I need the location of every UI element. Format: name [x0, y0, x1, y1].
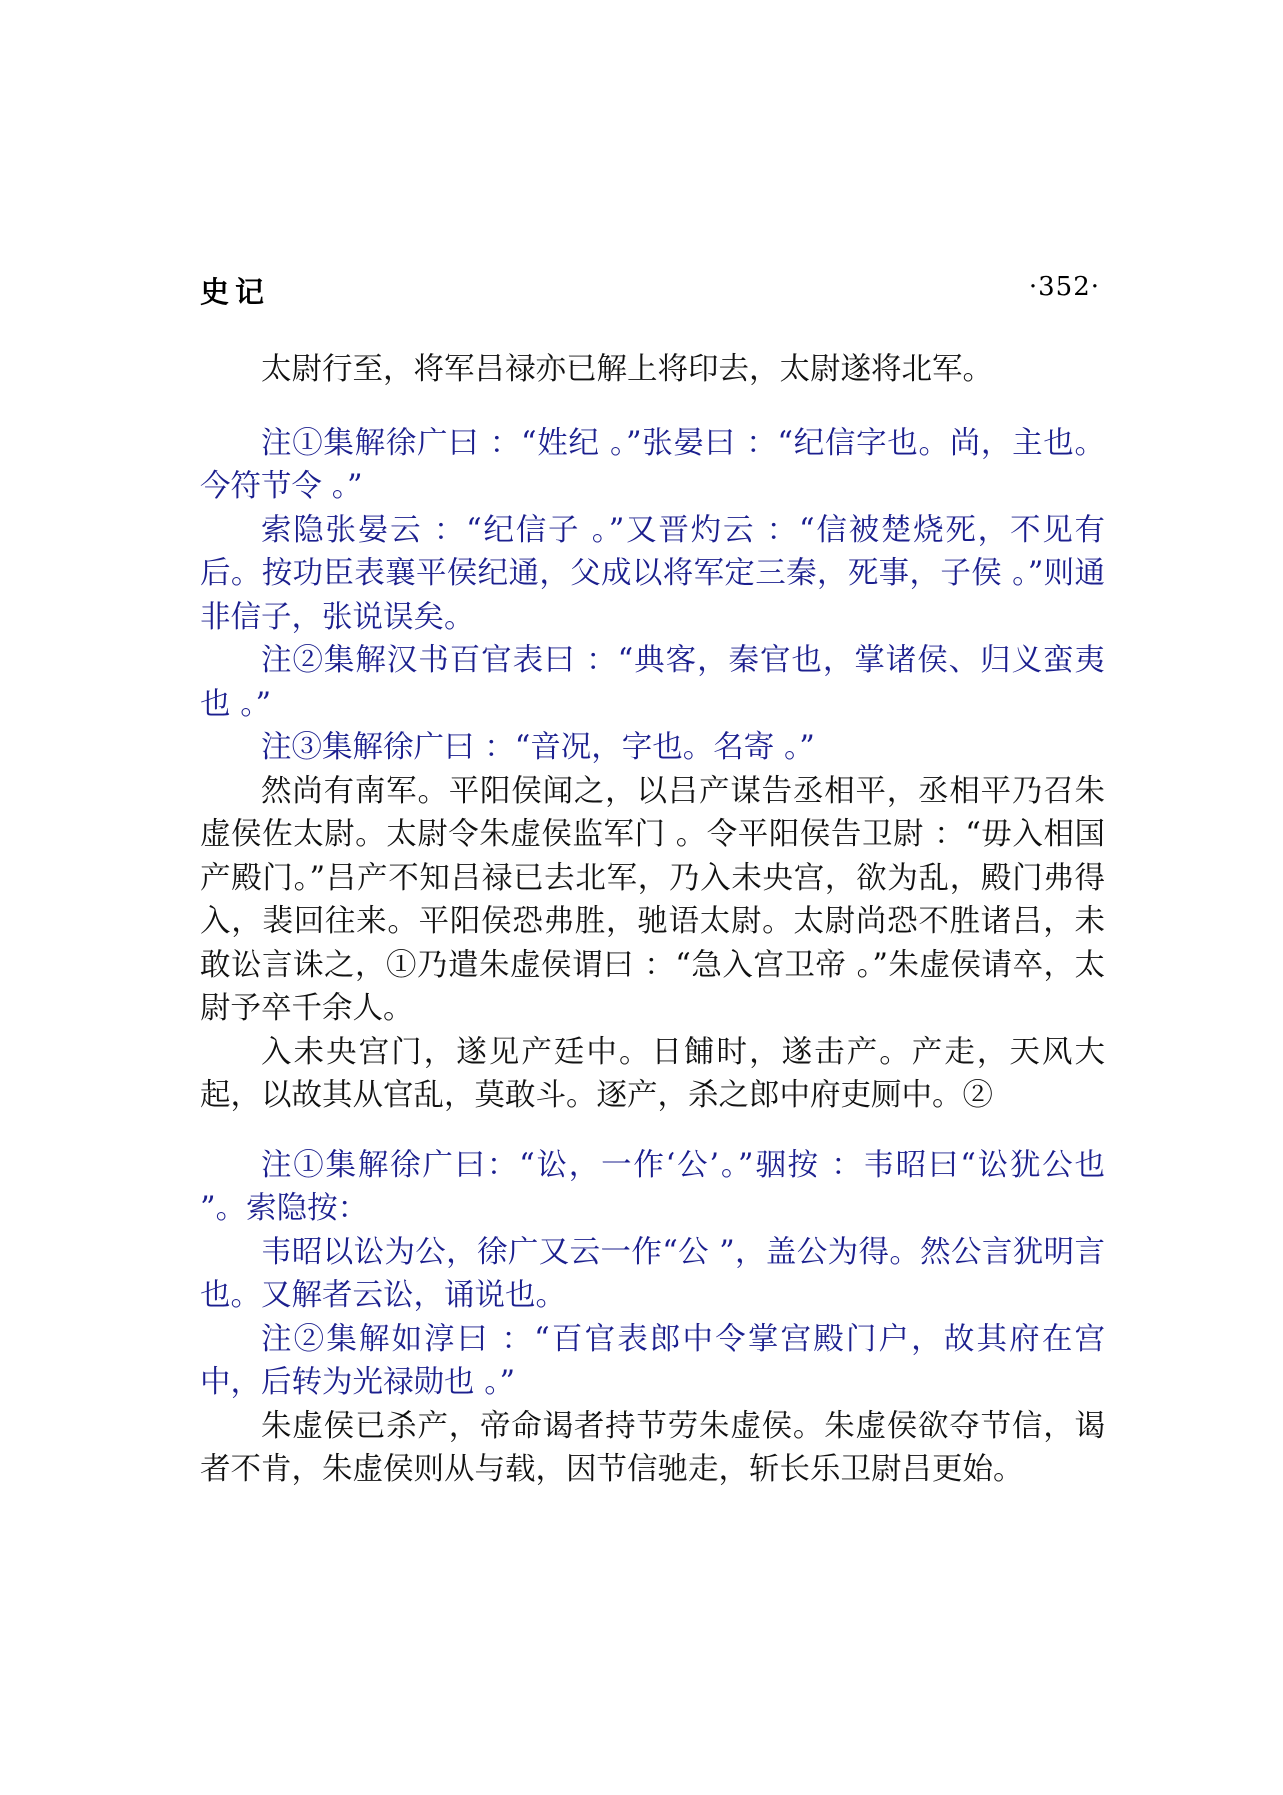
main-paragraph: 入未央宫门，遂见产廷中。日餔时，遂击产。产走，天风大起，以故其从官乱，莫敢斗。逐产，杀之郎中府吏厕中。② [200, 1034, 1105, 1113]
annotation-paragraph: 注②集解汉书百官表曰 ：“典客，秦官也，掌诸侯、归义蛮夷也 。” [200, 643, 1105, 722]
annotation-paragraph: 注②集解如淳曰 ：“百官表郎中令掌宫殿门户，故其府在宫中，后转为光禄勋也 。” [200, 1321, 1105, 1400]
page-number: ·352· [1028, 272, 1100, 302]
main-paragraph: 太尉行至，将军吕禄亦已解上将印去，太尉遂将北军。 [261, 352, 993, 387]
annotation-paragraph: 注①集解徐广曰：“讼，一作‘公’。”骃按 ：韦昭曰“讼犹公也 ”。索隐按： [200, 1147, 1105, 1226]
page-body [200, 348, 1105, 1492]
page-header [200, 270, 1100, 310]
book-title: 史记 [200, 275, 271, 309]
main-paragraph: 然尚有南军。平阳侯闻之，以吕产谋告丞相平，丞相平乃召朱虚侯佐太尉。太尉令朱虚侯监军门 。令平阳侯告卫尉 ：“毋入相国产殿门。”吕产不知吕禄已去北军，乃入未央宫，欲为乱，殿门弗得入，裴回往来。平阳侯恐弗胜，驰语太尉。太尉尚恐不胜诸吕，未敢讼言诛之，①乃遣朱虚侯谓曰 ：“急入宫卫帝 。”朱虚侯请卒，太尉予卒千余人。 [200, 773, 1105, 1026]
annotation-paragraph: 韦昭以讼为公，徐广又云一作“公 ”，盖公为得。然公言犹明言也。又解者云讼，诵说也。 [200, 1234, 1105, 1313]
main-paragraph: 朱虚侯已杀产，帝命谒者持节劳朱虚侯。朱虚侯欲夺节信，谒者不肯，朱虚侯则从与载，因节信驰走，斩长乐卫尉吕更始。 [200, 1408, 1105, 1487]
annotation-paragraph: 索隐张晏云 ：“纪信子 。”又晋灼云 ：“信被楚烧死，不见有后。按功臣表襄平侯纪通，父成以将军定三秦，死事，子侯 。”则通非信子，张说误矣。 [200, 512, 1105, 635]
annotation-paragraph: 注①集解徐广曰 ：“姓纪 。”张晏曰 ：“纪信字也。尚，主也。今符节令 。” [200, 425, 1105, 504]
annotation-paragraph: 注③集解徐广曰 ：“音况，字也。名寄 。” [261, 730, 815, 765]
